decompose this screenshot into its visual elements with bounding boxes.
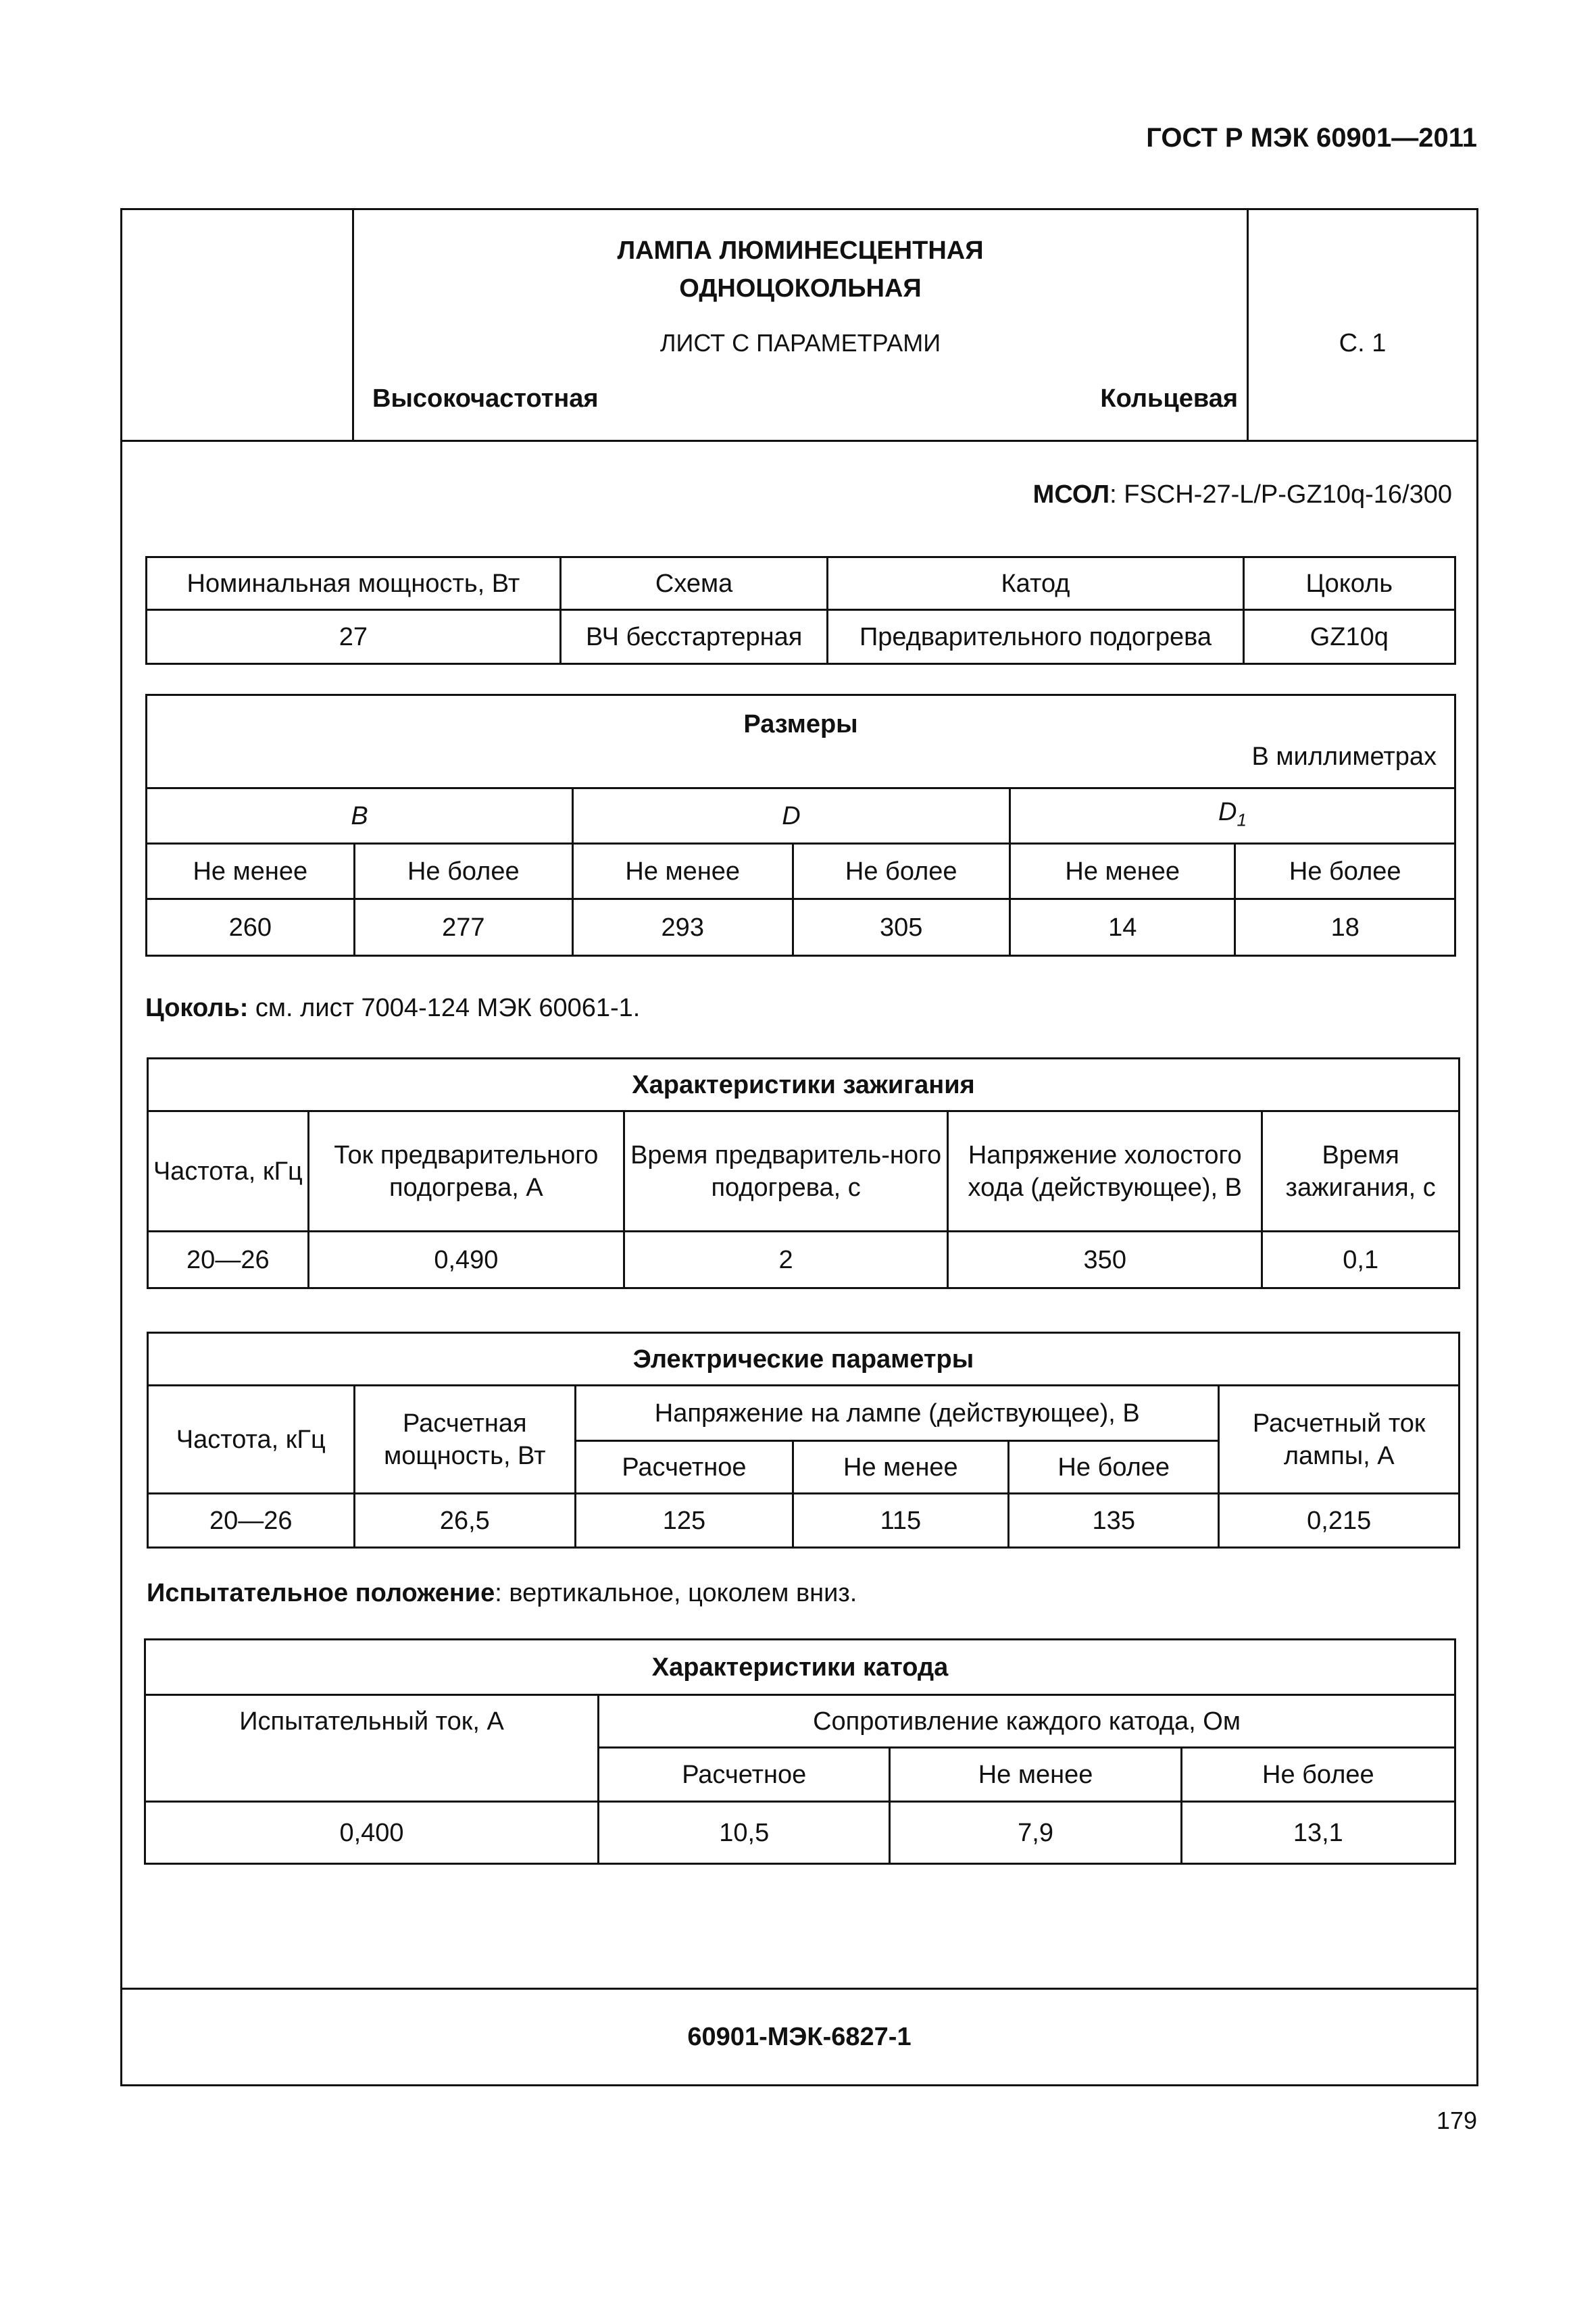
table-cell: 20—26	[148, 1232, 309, 1288]
test-position-note: Испытательное положение: вертикальное, цоколем вниз.	[147, 1579, 857, 1607]
table-header: Не менее	[147, 844, 355, 899]
table-title: Электрические параметры	[148, 1333, 1460, 1386]
ignition-table	[147, 1057, 1460, 1289]
table-cell: 0,215	[1219, 1494, 1460, 1548]
dimensions-title-cell	[147, 695, 1455, 788]
base-note: Цоколь: см. лист 7004-124 МЭК 60061-1.	[145, 994, 641, 1022]
table-header: Не более	[1009, 1441, 1219, 1494]
table-header: Не менее	[793, 1441, 1008, 1494]
table-cell: 14	[1009, 899, 1235, 956]
table-cell: 26,5	[354, 1494, 576, 1548]
table-cell: 277	[354, 899, 572, 956]
table-header: Испытательный ток, А	[145, 1695, 599, 1802]
table-header: Время предваритель-ного подогрева, с	[624, 1111, 948, 1232]
table-cell: 115	[793, 1494, 1008, 1548]
sheet-title: ЛАМПА ЛЮМИНЕСЦЕНТНАЯ ОДНОЦОКОЛЬНАЯ	[617, 236, 984, 303]
electrical-table	[147, 1332, 1460, 1549]
table-header: Цоколь	[1243, 557, 1455, 610]
table-header: Расчетный ток лампы, А	[1219, 1386, 1460, 1494]
table-header: Расчетное	[576, 1441, 793, 1494]
table-header: Расчетная мощность, Вт	[354, 1386, 576, 1494]
table-header: Время зажигания, с	[1262, 1111, 1460, 1232]
table-title: Характеристики катода	[145, 1640, 1455, 1695]
table-cell: 305	[793, 899, 1009, 956]
table-header: Не более	[793, 844, 1009, 899]
table-cell: 13,1	[1181, 1802, 1455, 1864]
table-cell: 7,9	[890, 1802, 1181, 1864]
table-cell: 27	[147, 610, 561, 664]
sheet-footer	[122, 1988, 1476, 2084]
table-cell: 125	[576, 1494, 793, 1548]
table-cell: 135	[1009, 1494, 1219, 1548]
page-number: 179	[1436, 2107, 1477, 2134]
sheet-frame	[120, 208, 1478, 2086]
table-header: B	[147, 788, 573, 844]
standard-number: ГОСТ Р МЭК 60901—2011	[1146, 123, 1477, 153]
lamp-shape-label: Кольцевая	[1100, 384, 1238, 413]
table-header: Не более	[1235, 844, 1455, 899]
table-title: Размеры	[743, 710, 858, 738]
table-header: Частота, кГц	[148, 1386, 355, 1494]
table-header: Напряжение на лампе (действующее), В	[576, 1386, 1219, 1441]
table-cell: GZ10q	[1243, 610, 1455, 664]
sheet-subtitle: ЛИСТ С ПАРАМЕТРАМИ	[659, 329, 941, 357]
msol-designation: МСОЛ: FSCH-27-L/P-GZ10q-16/300	[1032, 480, 1452, 509]
sheet-code: 60901-МЭК-6827-1	[687, 2023, 912, 2051]
lamp-type-label: Высокочастотная	[372, 384, 599, 413]
table-header: Не более	[354, 844, 572, 899]
table-header: Расчетное	[599, 1748, 890, 1802]
table-cell: 20—26	[148, 1494, 355, 1548]
table-header: Ток предварительного подогрева, А	[308, 1111, 624, 1232]
main-parameters-table	[145, 556, 1456, 665]
table-cell: 350	[948, 1232, 1262, 1288]
sheet-page: С. 1	[1339, 329, 1387, 357]
table-cell: 293	[573, 899, 793, 956]
table-header: Частота, кГц	[148, 1111, 309, 1232]
table-header: Схема	[560, 557, 828, 610]
table-header: Катод	[828, 557, 1243, 610]
table-cell: 0,400	[145, 1802, 599, 1864]
cathode-table	[144, 1638, 1456, 1865]
table-cell: 260	[147, 899, 355, 956]
table-cell: 18	[1235, 899, 1455, 956]
table-header: Номинальная мощность, Вт	[147, 557, 561, 610]
table-header: Не менее	[573, 844, 793, 899]
table-cell: 0,1	[1262, 1232, 1460, 1288]
table-header: Не менее	[890, 1748, 1181, 1802]
table-cell: Предварительного подогрева	[828, 610, 1243, 664]
table-header: D	[573, 788, 1010, 844]
table-header: Напряжение холостого хода (действующее), В	[948, 1111, 1262, 1232]
table-cell: 0,490	[308, 1232, 624, 1288]
table-cell: 2	[624, 1232, 948, 1288]
dimensions-table	[145, 694, 1456, 957]
table-cell: ВЧ бесстартерная	[560, 610, 828, 664]
table-header: Не более	[1181, 1748, 1455, 1802]
table-title: Характеристики зажигания	[148, 1059, 1460, 1111]
sheet-header	[122, 210, 1476, 442]
table-header: $D_1$	[1009, 788, 1455, 844]
units-label: В миллиметрах	[1251, 743, 1437, 771]
table-cell: 10,5	[599, 1802, 890, 1864]
table-header: Не менее	[1009, 844, 1235, 899]
table-header: Сопротивление каждого катода, Ом	[599, 1695, 1455, 1748]
